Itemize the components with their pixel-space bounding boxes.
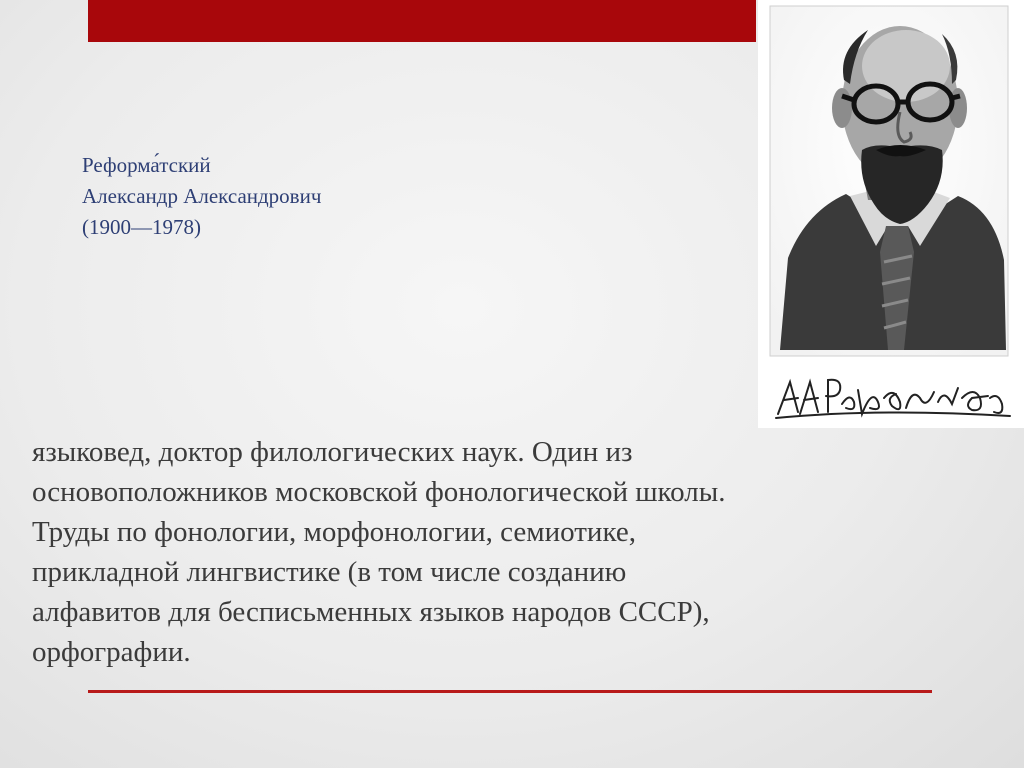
biography-text: языковед, доктор филологических наук. Один из основоположников московской фонологической школы. Труды по фонологии, морфонологии, семиотике, прикладной лингвистике (в том числе созданию алфавитов для бесписьменных языков народов СССР), орфографии.	[32, 436, 726, 668]
bottom-divider	[88, 690, 932, 693]
person-name-block	[82, 150, 482, 243]
life-years: (1900—1978)	[82, 215, 201, 239]
first-and-patronymic: Александр Александрович	[82, 184, 322, 208]
surname: Реформа́тский	[82, 153, 211, 177]
signature	[758, 368, 1024, 428]
portrait-photo	[758, 0, 1024, 428]
top-accent-bar	[88, 0, 756, 42]
